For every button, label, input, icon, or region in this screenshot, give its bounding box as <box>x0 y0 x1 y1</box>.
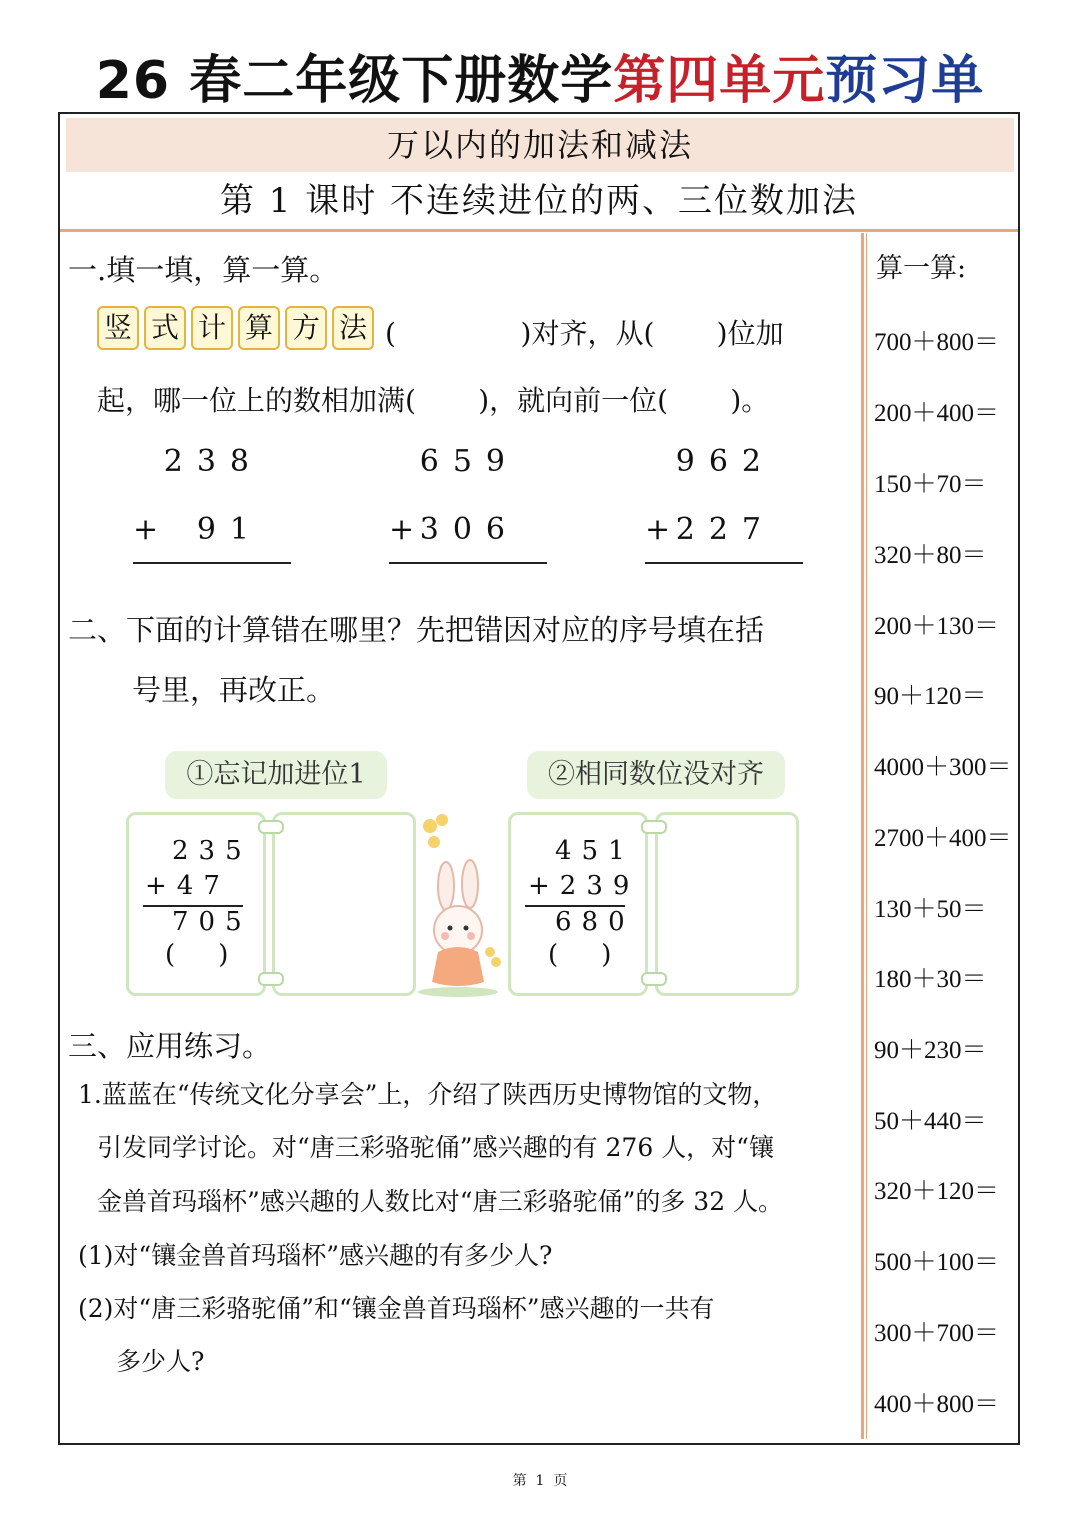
correction-box-1[interactable] <box>272 812 416 996</box>
section1-heading: 一.填一填，算一算。 <box>68 253 339 287</box>
bunny-illustration <box>412 812 508 998</box>
correction-box-2[interactable] <box>655 812 799 996</box>
problem-text: 引发同学讨论。对“唐三彩骆驼俑”感兴趣的有 276 人，对“镶 <box>97 1133 774 1162</box>
reason-tag-2: ②相同数位没对齐 <box>527 751 785 799</box>
mental-math-item[interactable]: 700＋800＝ <box>874 329 1000 356</box>
mental-math-item[interactable]: 130＋50＝ <box>874 896 987 923</box>
reason-answer-blank[interactable]: ( ) <box>165 940 231 970</box>
wrong-sum: 705 <box>172 907 252 937</box>
problem-bottom: 227 <box>675 512 775 547</box>
method-char: 式 <box>144 306 186 350</box>
mental-math-item[interactable]: 320＋80＝ <box>874 542 987 569</box>
plus-sign: + <box>389 512 415 547</box>
method-char: 算 <box>238 306 280 350</box>
section2-heading-cont: 号里，再改正。 <box>132 673 336 707</box>
mental-math-item[interactable]: 150＋70＝ <box>874 471 987 498</box>
vertical-problem-2[interactable] <box>389 444 547 566</box>
ring-icon <box>641 972 667 986</box>
section3-heading: 三、应用练习。 <box>68 1029 272 1063</box>
question-1: (1)对“镶金兽首玛瑙杯”感兴趣的有多少人? <box>78 1241 553 1270</box>
mental-math-item[interactable]: 90＋230＝ <box>874 1037 987 1064</box>
sidebar-title: 算一算: <box>876 253 967 284</box>
plus-sign: + <box>645 512 671 547</box>
title-part-2: 第四单元 <box>613 51 826 111</box>
problem-top: 659 <box>419 444 519 479</box>
sum-line <box>133 562 291 564</box>
ring-icon <box>641 820 667 834</box>
mental-math-item[interactable]: 200＋400＝ <box>874 400 1000 427</box>
wrong-addend-bottom: +47 <box>145 871 230 901</box>
section2-heading: 二、下面的计算错在哪里？先把错因对应的序号填在括 <box>68 613 765 647</box>
divider <box>60 229 1018 232</box>
mental-math-item[interactable]: 500＋100＝ <box>874 1249 1000 1276</box>
wrong-addend-bottom: +239 <box>528 871 640 901</box>
reason-answer-blank[interactable]: ( ) <box>548 940 614 970</box>
page-title <box>0 38 1080 113</box>
wrong-addend-top: 235 <box>172 836 252 866</box>
unit-title: 万以内的加法和减法 <box>66 118 1014 172</box>
wrong-addend-top: 451 <box>555 836 635 866</box>
question-2: (2)对“唐三彩骆驼俑”和“镶金兽首玛瑙杯”感兴趣的一共有 <box>78 1294 715 1323</box>
page-number: 第 1 页 <box>512 1473 568 1489</box>
problem-text: 金兽首玛瑙杯”感兴趣的人数比对“唐三彩骆驼俑”的多 32 人。 <box>97 1187 784 1216</box>
title-part-3: 预习单 <box>825 51 985 111</box>
mental-math-item[interactable]: 4000＋300＝ <box>874 754 1012 781</box>
wrong-sum: 680 <box>555 907 635 937</box>
method-char: 竖 <box>97 306 139 350</box>
ring-icon <box>258 972 284 986</box>
column-divider <box>861 233 864 1439</box>
vertical-problem-3[interactable] <box>645 444 803 566</box>
fill-blank-line-2[interactable]: 起，哪一位上的数相加满( )，就向前一位( )。 <box>97 384 770 417</box>
mental-math-item[interactable]: 90＋120＝ <box>874 683 987 710</box>
problem-bottom: 306 <box>419 512 519 547</box>
fill-blank-line-1[interactable]: ( )对齐，从( )位加 <box>385 317 784 350</box>
method-char: 计 <box>191 306 233 350</box>
mental-math-item[interactable]: 320＋120＝ <box>874 1178 1000 1205</box>
problem-top: 962 <box>675 444 775 479</box>
column-divider-inner <box>866 233 867 1439</box>
sum-line <box>389 562 547 564</box>
mental-math-item[interactable]: 400＋800＝ <box>874 1391 1000 1418</box>
mental-math-item[interactable]: 200＋130＝ <box>874 613 1000 640</box>
problem-text: 1.蓝蓝在“传统文化分享会”上，介绍了陕西历史博物馆的文物， <box>78 1080 778 1109</box>
question-2-cont: 多少人? <box>116 1347 205 1376</box>
ring-icon <box>258 820 284 834</box>
mental-math-item[interactable]: 50＋440＝ <box>874 1108 987 1135</box>
sum-line <box>645 562 803 564</box>
method-label <box>97 306 374 350</box>
vertical-problem-1[interactable] <box>133 444 291 566</box>
plus-sign: + <box>133 512 159 547</box>
title-part-1: 26 春二年级下册数学 <box>95 51 614 111</box>
method-char: 方 <box>285 306 327 350</box>
problem-top: 238 <box>163 444 263 479</box>
method-char: 法 <box>332 306 374 350</box>
mental-math-item[interactable]: 300＋700＝ <box>874 1320 1000 1347</box>
lesson-title: 第 1 课时 不连续进位的两、三位数加法 <box>219 181 859 221</box>
reason-tag-1: ①忘记加进位1 <box>165 751 387 799</box>
mental-math-item[interactable]: 180＋30＝ <box>874 966 987 993</box>
mental-math-item[interactable]: 2700＋400＝ <box>874 825 1012 852</box>
problem-bottom: 91 <box>196 512 263 547</box>
